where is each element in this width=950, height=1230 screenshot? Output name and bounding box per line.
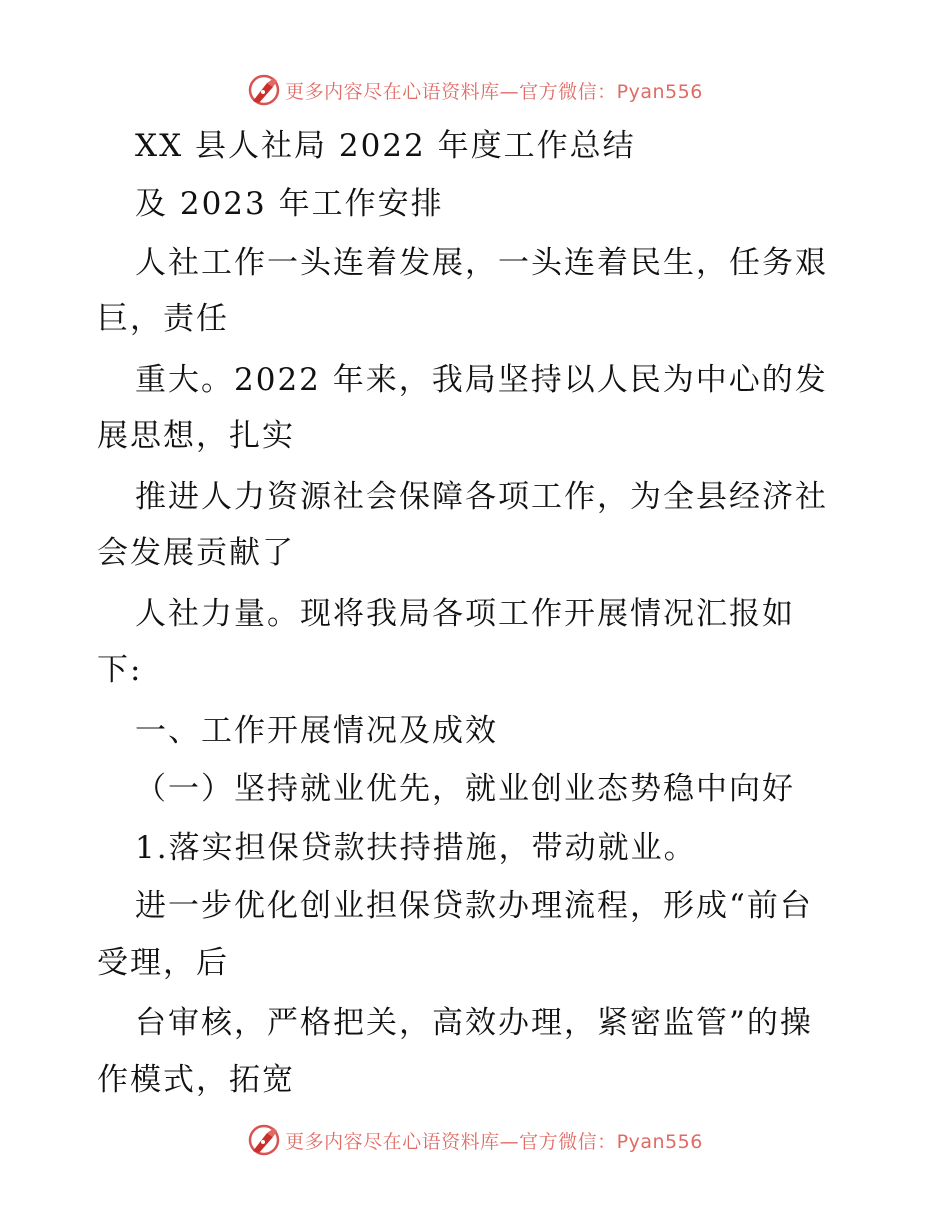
pen-nib-circle-icon: [247, 1123, 281, 1157]
paragraph-line: 受理，后: [97, 945, 229, 981]
pen-nib-circle-icon: [247, 73, 281, 107]
paragraph-line: 重大。2022 年来，我局坚持以人民为中心的发: [135, 362, 828, 398]
paragraph-line: 巨，责任: [97, 301, 229, 337]
paragraph-line: 台审核，严格把关，高效办理，紧密监管”的操: [135, 1005, 813, 1041]
paragraph-line: 人社工作一头连着发展，一头连着民生，任务艰: [135, 245, 828, 281]
section-heading: 一、工作开展情况及成效: [135, 713, 498, 749]
paragraph-line: 下:: [97, 652, 143, 688]
paragraph-line: 作模式，拓宽: [97, 1062, 295, 1098]
item-heading: 1.落实担保贷款扶持措施，带动就业。: [135, 830, 697, 866]
paragraph-line: 人社力量。现将我局各项工作开展情况汇报如: [135, 596, 795, 632]
paragraph-line: 会发展贡献了: [97, 535, 295, 571]
watermark-banner-bottom: [0, 1120, 950, 1160]
watermark-text: 更多内容尽在心语资料库—官方微信：Pyan556: [285, 80, 703, 103]
paragraph-line: 进一步优化创业担保贷款办理流程，形成“前台: [135, 888, 813, 924]
doc-title-line-1: XX 县人社局 2022 年度工作总结: [135, 128, 636, 164]
subsection-heading: （一）坚持就业优先，就业创业态势稳中向好: [135, 771, 795, 807]
paragraph-line: 展思想，扎实: [97, 418, 295, 454]
paragraph-line: 推进人力资源社会保障各项工作，为全县经济社: [135, 479, 828, 515]
watermark-banner-top: [0, 70, 950, 110]
watermark-text: 更多内容尽在心语资料库—官方微信：Pyan556: [285, 1130, 703, 1153]
doc-title-line-2: 及 2023 年工作安排: [135, 186, 444, 222]
